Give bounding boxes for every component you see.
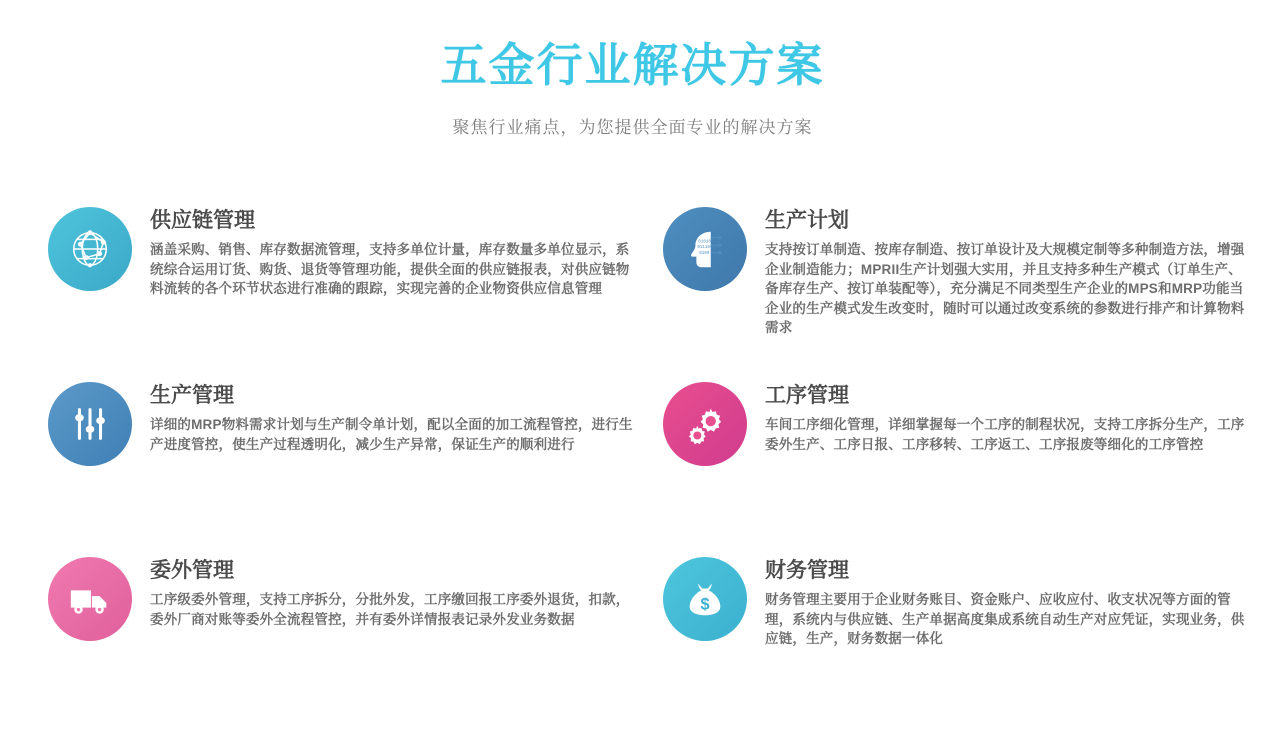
svg-text:0100: 0100: [699, 250, 710, 256]
supply-chain-network-icon: [48, 207, 132, 291]
process-management-gears-icon: [663, 382, 747, 466]
feature-description: 车间工序细化管理，详细掌握每一个工序的制程状况，支持工序拆分生产，工序委外生产、工序日报、工序移转、工序返工、工序报废等细化的工序管控: [765, 417, 1245, 452]
feature-card-production-plan: [663, 205, 1258, 380]
page-subtitle: 聚焦行业痛点，为您提供全面专业的解决方案: [452, 118, 813, 138]
svg-text:$: $: [700, 595, 710, 614]
feature-card-production-management: [48, 380, 643, 555]
finance-money-bag-icon: [663, 557, 747, 641]
feature-title: 供应链管理: [150, 209, 255, 232]
feature-card-text: [132, 555, 643, 629]
feature-title: 委外管理: [150, 559, 234, 582]
feature-description: 涵盖采购、销售、库存数据流管理，支持多单位计量，库存数量多单位显示，系统综合运用订货、购货、退货等管理功能，提供全面的供应链报表，对供应链物料流转的各个环节状态进行准确的跟踪，实现完善的企业物资供应信息管理: [150, 242, 630, 297]
production-plan-head-icon: [663, 207, 747, 291]
feature-card-text: [747, 555, 1258, 649]
feature-card-text: [747, 205, 1258, 338]
production-management-sliders-icon: [48, 382, 132, 466]
feature-grid: [0, 205, 1265, 730]
feature-title: 生产管理: [150, 384, 234, 407]
feature-description: 支持按订单制造、按库存制造、按订单设计及大规模定制等多种制造方法，增强企业制造能力；MPRII生产计划强大实用，并且支持多种生产模式（订单生产、备库存生产、按订单装配等），充分满足不同类型生产企业的MPS和MRP功能当企业的生产模式发生改变时，随时可以通过改变系统的参数进行排产和计算物料需求: [765, 242, 1245, 336]
feature-title: 财务管理: [765, 559, 849, 582]
feature-description: 详细的MRP物料需求计划与生产制令单计划，配以全面的加工流程管控，进行生产进度管控，使生产过程透明化，减少生产异常，保证生产的顺利进行: [150, 417, 633, 452]
page-title: 五金行业解决方案: [440, 39, 825, 91]
feature-card-text: [132, 205, 643, 299]
svg-text:01010: 01010: [698, 239, 711, 245]
feature-card-process-management: [663, 380, 1258, 555]
feature-title: 工序管理: [765, 384, 849, 407]
feature-card-outsourcing: [48, 555, 643, 730]
feature-card-finance: [663, 555, 1258, 730]
feature-card-supply-chain: [48, 205, 643, 380]
feature-card-text: [132, 380, 643, 454]
outsourcing-truck-icon: [48, 557, 132, 641]
svg-text:011100: 011100: [697, 245, 713, 251]
feature-title: 生产计划: [765, 209, 849, 232]
feature-description: 财务管理主要用于企业财务账目、资金账户、应收应付、收支状况等方面的管理，系统内与供应链、生产单据高度集成系统自动生产对应凭证，实现业务，供应链，生产，财务数据一体化: [765, 592, 1245, 647]
slide-header: [0, 0, 1265, 138]
feature-card-text: [747, 380, 1258, 454]
feature-description: 工序级委外管理，支持工序拆分，分批外发，工序缴回报工序委外退货，扣款，委外厂商对账等委外全流程管控，并有委外详情报表记录外发业务数据: [150, 592, 630, 627]
